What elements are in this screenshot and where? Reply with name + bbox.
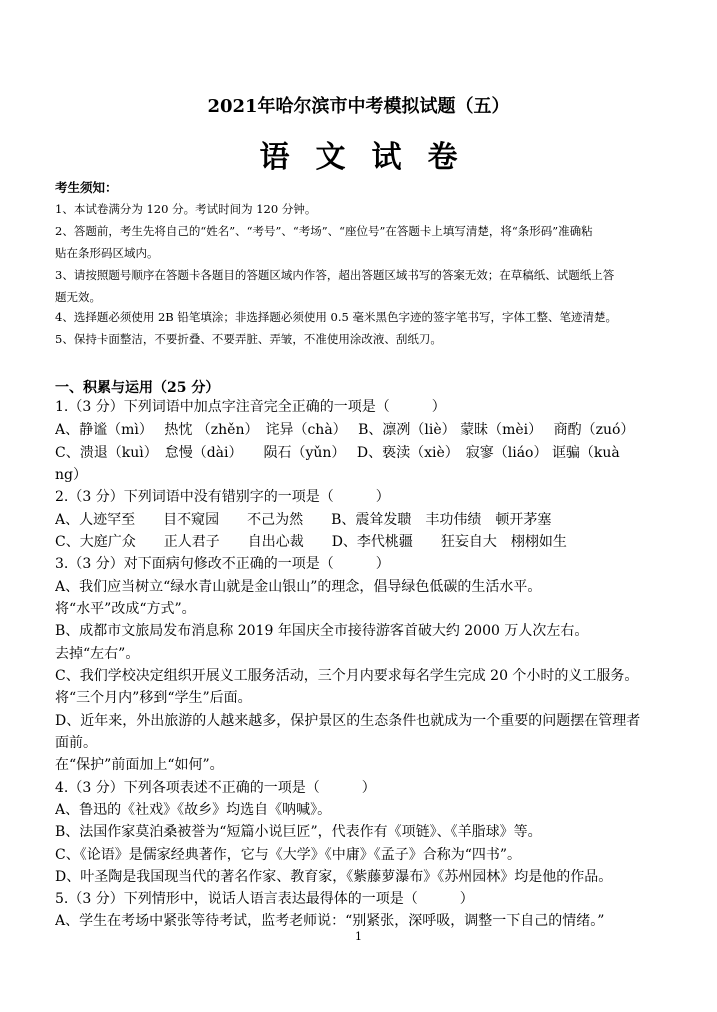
notice-line: 4、选择题必须使用 2B 铅笔填涂；非选择题必须使用 0.5 毫米黑色字迹的签字笔书写，字体工整、笔迹清楚。: [55, 310, 617, 324]
question-line: D、叶圣陶是我国现当代的著名作家、教育家，《紫藤萝瀑布》《苏州园林》均是他的作品。: [55, 869, 613, 885]
question-line: 去掉“左右”。: [55, 646, 140, 662]
section-heading: 一、积累与运用（25 分）: [55, 380, 220, 396]
question-line: A、静谧（mì） 热忱 （zhěn） 诧异（chà） B、凛冽（liè） 蒙昧（mèi） 商酌（zuó）: [55, 422, 635, 438]
question-line: A、鲁迅的《社戏》《故乡》均选自《呐喊》。: [55, 802, 332, 818]
question-line: 将“三个月内”移到“学生”后面。: [55, 690, 252, 706]
question-line: C、《论语》是儒家经典著作，它与《大学》《中庸》《孟子》合称为“四书”。: [55, 847, 522, 863]
notice-line: 题无效。: [55, 290, 101, 304]
question-line: A、学生在考场中紧张等待考试，监考老师说：“别紧张，深呼吸，调整一下自己的情绪。”: [55, 913, 605, 929]
exam-title: 2021年哈尔滨市中考模拟试题（五）: [207, 96, 510, 117]
notice-line: 3、请按照题号顺序在答题卡各题目的答题区域内作答，超出答题区域书写的答案无效；在草稿纸、试题纸上答: [55, 268, 615, 282]
question-line: 面前。: [55, 735, 97, 751]
question-line: 1.（3 分）下列词语中加点字注音完全正确的一项是（ ）: [55, 399, 446, 415]
notice-line: 5、保持卡面整洁，不要折叠、不要弄脏、弄皱，不准使用涂改液、刮纸刀。: [55, 332, 442, 346]
question-line: 将“水平”改成“方式”。: [55, 601, 196, 617]
page-number: 1: [355, 930, 362, 943]
question-line: C、溃退（kuì） 怠慢（dài） 陨石（yǔn） D、亵渎（xiè） 寂寥（liáo） 诓骗（kuà: [55, 445, 620, 461]
question-line: 5.（3 分）下列情形中，说话人语言表达最得体的一项是（ ）: [55, 891, 474, 907]
notice-line: 贴在条形码区域内。: [55, 246, 159, 260]
question-line: 在“保护”前面加上“如何”。: [55, 757, 224, 773]
question-line: A、我们应当树立“绿水青山就是金山银山”的理念，倡导绿色低碳的生活水平。: [55, 579, 542, 595]
notice-heading: 考生须知：: [55, 180, 118, 195]
question-line: B、法国作家莫泊桑被誉为“短篇小说巨匠”，代表作有《项链》、《羊脂球》等。: [55, 824, 542, 840]
question-line: C、大庭广众 正人君子 自出心裁 D、李代桃疆 狂妄自大 栩栩如生: [55, 534, 567, 550]
subject-title: 语文试卷: [259, 140, 484, 175]
question-line: ng）: [55, 467, 87, 483]
question-line: 3.（3 分）对下面病句修改不正确的一项是（ ）: [55, 556, 390, 572]
question-line: 2.（3 分）下列词语中没有错别字的一项是（ ）: [55, 489, 390, 505]
question-line: C、我们学校决定组织开展义工服务活动，三个月内要求每名学生完成 20 个小时的义工服务。: [55, 668, 639, 684]
notice-line: 2、答题前，考生先将自己的“姓名”、“考号”、“考场”、“座位号”在答题卡上填写清楚，将“条形码”准确粘: [55, 224, 593, 238]
question-line: D、近年来，外出旅游的人越来越多，保护景区的生态条件也就成为一个重要的问题摆在管理者: [55, 713, 641, 729]
notice-line: 1、本试卷满分为 120 分。考试时间为 120 分钟。: [55, 202, 317, 216]
question-line: 4.（3 分）下列各项表述不正确的一项是（ ）: [55, 780, 376, 796]
question-line: B、成都市文旅局发布消息称 2019 年国庆全市接待游客首破大约 2000 万人次左右。: [55, 623, 589, 639]
question-line: A、人迹罕至 目不窥园 不己为然 B、震耸发聩 丰功伟绩 顿开茅塞: [55, 512, 552, 528]
